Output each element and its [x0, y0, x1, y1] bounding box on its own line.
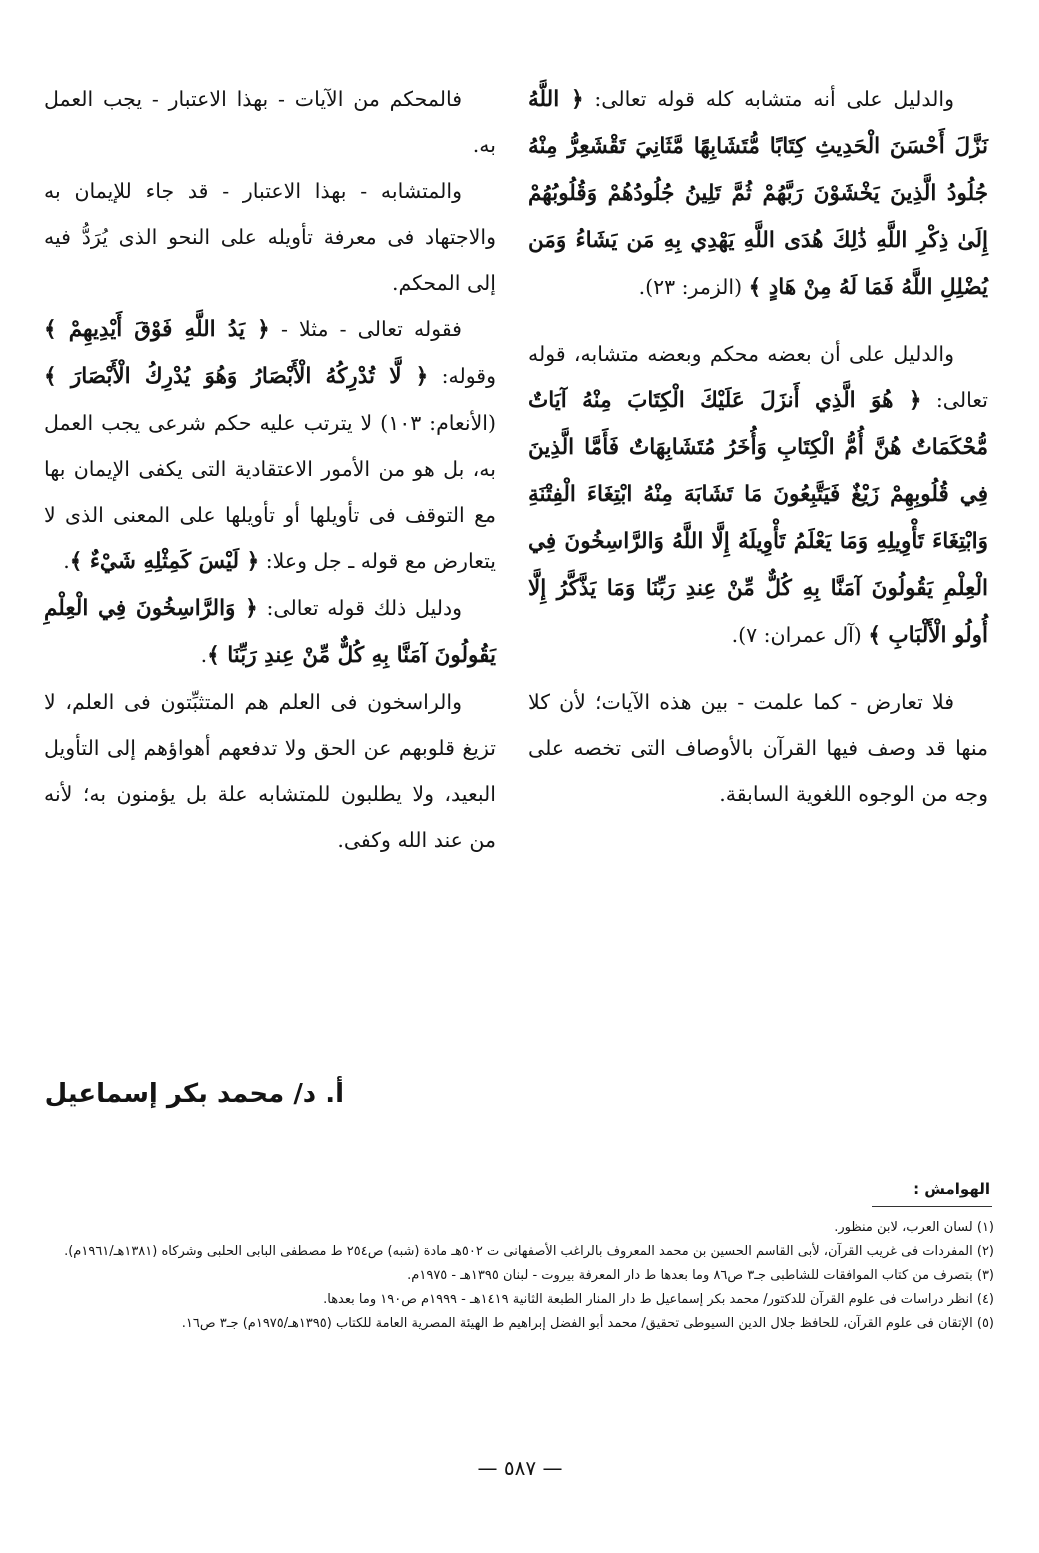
punctuation: . — [63, 549, 70, 573]
paragraph-text: والدليل على أنه متشابه كله قوله تعالى: — [594, 87, 954, 111]
verse-reference: (الزمر: ٢٣). — [638, 275, 743, 299]
paragraph — [528, 331, 988, 659]
paragraph-text: والدليل على أن بعضه محكم وبعضه متشابه، قوله تعالى: — [528, 342, 988, 412]
paragraph-text: (الأنعام: ١٠٣) لا يترتب عليه حكم شرعى يجب العمل به، بل هو من الأمور الاعتقادية التى يكفى الإيمان بها مع التوقف فى تأويلها أو تأويلها على المعنى الذى لا يتعارض مع قوله ـ جل وعلا: — [44, 411, 497, 573]
footnotes-divider — [872, 1206, 992, 1207]
footnote-item: (٣) بتصرف من كتاب الموافقات للشاطبى جـ٣ ص٨٦ وما بعدها ط دار المعرفة بيروت - لبنان ١٣٩٥هـ - ١٩٧٥م. — [407, 1268, 994, 1283]
paragraph — [44, 585, 496, 679]
quran-verse: ﴿ لَيْسَ كَمِثْلِهِ شَيْءٌ ﴾ — [69, 549, 260, 574]
quran-verse: ﴿ لَّا تُدْرِكُهُ الْأَبْصَارُ وَهُوَ يُدْرِكُ الْأَبْصَارَ ﴾ — [44, 364, 429, 389]
quran-verse: ﴿ هُوَ الَّذِي أَنزَلَ عَلَيْكَ الْكِتَابَ مِنْهُ آيَاتٌ مُّحْكَمَاتٌ هُنَّ أُمُّ الْكِتَابِ وَأُخَرُ مُتَشَابِهَاتٌ فَأَمَّا الَّذِينَ فِي قُلُوبِهِمْ زَيْغٌ فَيَتَّبِعُونَ مَا تَشَابَهَ مِنْهُ ابْتِغَاءَ الْفِتْنَةِ وَابْتِغَاءَ تَأْوِيلِهِ وَمَا يَعْلَمُ تَأْوِيلَهُ إِلَّا اللَّهُ وَالرَّاسِخُونَ فِي الْعِلْمِ يَقُولُونَ آمَنَّا بِهِ كُلٌّ مِّنْ عِندِ رَبِّنَا وَمَا يَذَّكَّرُ إِلَّا أُولُو الْأَلْبَابِ ﴾ — [528, 388, 988, 648]
page-number: — ٥٨٧ — — [477, 1456, 563, 1480]
footnote-item: (٥) الإتقان فى علوم القرآن، للحافظ جلال الدين السيوطى تحقيق/ محمد أبو الفضل إبراهيم ط الهيئة المصرية العامة للكتاب (١٣٩٥هـ/١٩٧٥م) جـ٣ ص١٦. — [181, 1316, 994, 1331]
paragraph-text: وقوله: — [441, 364, 496, 388]
paragraph — [44, 306, 496, 585]
quran-verse: ﴿ اللَّهُ نَزَّلَ أَحْسَنَ الْحَدِيثِ كِتَابًا مُّتَشَابِهًا مَّثَانِيَ تَقْشَعِرُّ مِنْهُ جُلُودُ الَّذِينَ يَخْشَوْنَ رَبَّهُمْ ثُمَّ تَلِينُ جُلُودُهُمْ وَقُلُوبُهُمْ إِلَىٰ ذِكْرِ اللَّهِ ذَٰلِكَ هُدَى اللَّهِ يَهْدِي بِهِ مَن يَشَاءُ وَمَن يُضْلِلِ اللَّهُ فَمَا لَهُ مِنْ هَادٍ ﴾ — [528, 87, 988, 300]
punctuation: . — [200, 643, 208, 667]
footnote-item: (١) لسان العرب، لابن منظور. — [834, 1220, 994, 1235]
paragraph-text: فقوله تعالى - مثلا - — [280, 317, 462, 341]
footnote-item: (٢) المفردات فى غريب القرآن، لأبى القاسم الحسين بن محمد المعروف بالراغب الأصفهانى ت ٥٠٢هـ مادة (شبه) ص٢٥٤ ط مصطفى البابى الحلبى وشركاه (١٣٨١هـ/١٩٦١م). — [64, 1244, 994, 1259]
right-column — [528, 76, 988, 817]
left-column — [44, 76, 496, 863]
paragraph: فالمحكم من الآيات - بهذا الاعتبار - يجب العمل به. — [44, 87, 496, 157]
quran-verse: ﴿ وَالرَّاسِخُونَ فِي الْعِلْمِ يَقُولُونَ آمَنَّا بِهِ كُلٌّ مِّنْ عِندِ رَبِّنَا ﴾ — [44, 596, 496, 668]
paragraph: فلا تعارض - كما علمت - بين هذه الآيات؛ لأن كلا منها قد وصف فيها القرآن بالأوصاف التى تخصه على وجه من الوجوه اللغوية السابقة. — [528, 690, 988, 806]
quran-verse: ﴿ يَدُ اللَّهِ فَوْقَ أَيْدِيهِمْ ﴾ — [44, 317, 270, 342]
author-signature: أ. د/ محمد بكر إسماعيل — [44, 1079, 344, 1109]
footnotes-title: الهوامش : — [913, 1180, 990, 1198]
paragraph: والمتشابه - بهذا الاعتبار - قد جاء للإيمان به والاجتهاد فى معرفة تأويله على النحو الذى يُرَدُّ فيه إلى المحكم. — [44, 179, 496, 295]
footnotes-list — [60, 1216, 994, 1336]
paragraph: والراسخون فى العلم هم المتثبِّتون فى العلم، لا تزيغ قلوبهم عن الحق ولا تدفعهم أهواؤهم إلى التأويل البعيد، ولا يطلبون للمتشابه علة بل يؤمنون به؛ لأنه من عند الله وكفى. — [44, 690, 496, 852]
footnote-item: (٤) انظر دراسات فى علوم القرآن للدكتور/ محمد بكر إسماعيل ط دار المنار الطبعة الثانية ١٤١٩هـ - ١٩٩٩م ص١٩٠ وما بعدها. — [323, 1292, 994, 1307]
verse-reference: (آل عمران: ٧). — [731, 623, 862, 647]
paragraph — [528, 76, 988, 311]
paragraph-text: ودليل ذلك قوله تعالى: — [266, 596, 462, 620]
